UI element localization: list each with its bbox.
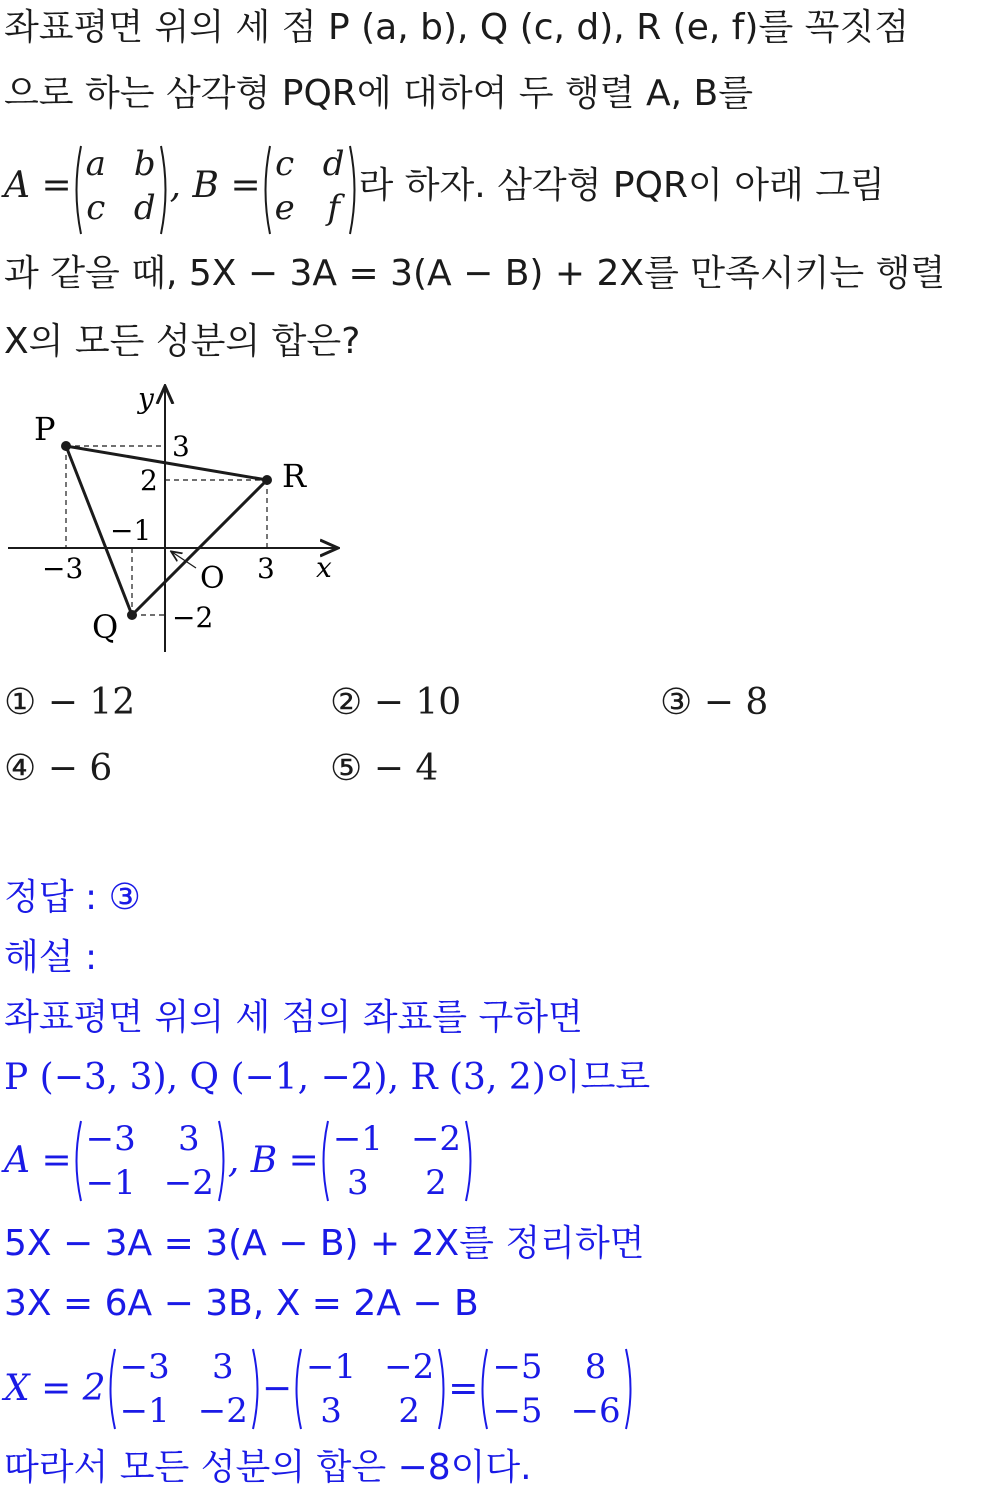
point-q (127, 610, 137, 620)
point-q-label: Q (92, 608, 119, 646)
y-axis-label: y (138, 382, 154, 415)
sol-matrix-result-cell: −5 (492, 1391, 543, 1431)
problem-line-3 (4, 136, 885, 236)
origin-label: O (200, 561, 225, 596)
sol-matrix-2-cell: 3 (320, 1391, 342, 1431)
matrix-b-label: , B = (169, 165, 261, 206)
tick-y-neg2: −2 (172, 601, 214, 634)
problem-line-2: 으로 하는 삼각형 PQR에 대하여 두 행렬 A, B를 (4, 73, 754, 114)
problem-line-4: 과 같을 때, 5X − 3A = 3(A − B) + 2X를 만족시키는 행렬 (4, 253, 946, 294)
solution-line-1: 좌표평면 위의 세 점의 좌표를 구하면 (4, 997, 583, 1038)
tick-x-3: 3 (257, 552, 275, 585)
sol-matrix-2-cell: −1 (306, 1347, 357, 1387)
sol-minus-sign: − (261, 1368, 293, 1409)
problem-line-3-suffix: 라 하자. 삼각형 PQR이 아래 그림 (358, 165, 885, 206)
sol-matrix-b-cell: −2 (410, 1119, 462, 1159)
tick-y-2: 2 (140, 464, 158, 497)
point-p-label: P (34, 410, 56, 448)
sol-matrix-2-cell: 2 (398, 1391, 421, 1431)
point-r (262, 475, 272, 485)
sol-matrix-a-cell: −1 (85, 1163, 136, 1203)
matrix-a-label: A = (4, 165, 72, 206)
choice-4[interactable]: ④ − 6 (4, 748, 113, 789)
solution-line-6 (4, 1344, 635, 1434)
sol-matrix-b-cell: 3 (347, 1163, 369, 1203)
point-r-label: R (282, 457, 307, 495)
sol-matrix-b (319, 1117, 475, 1205)
solution-line-5: 3X = 6A − 3B, X = 2A − B (4, 1283, 479, 1324)
sol-a-label: A = (4, 1140, 72, 1181)
triangle-pqr (66, 446, 267, 615)
x-axis-label: x (316, 551, 332, 584)
sol-matrix-result-cell: 8 (584, 1347, 607, 1387)
choice-5[interactable]: ⑤ − 4 (330, 748, 439, 789)
sol-matrix-a-cell: 3 (177, 1119, 200, 1159)
matrix-a-cell: a (85, 144, 106, 184)
choice-3[interactable]: ③ − 8 (660, 682, 769, 723)
tick-x-neg3: −3 (42, 552, 84, 585)
sol-matrix-result-cell: −6 (570, 1391, 621, 1431)
guide-lines (66, 446, 267, 615)
matrix-b-cell: f (327, 188, 340, 228)
tick-x-neg1: −1 (110, 514, 152, 547)
matrix-a (72, 142, 170, 230)
sol-matrix-result-cell: −5 (492, 1347, 543, 1387)
problem-line-5: X의 모든 성분의 합은? (4, 321, 361, 362)
answer-line: 정답 : ③ (4, 877, 141, 918)
sol-matrix-b-cell: −1 (332, 1119, 383, 1159)
sol-matrix-a-cell: −2 (163, 1163, 214, 1203)
choice-2[interactable]: ② − 10 (330, 682, 462, 723)
solution-line-7: 따라서 모든 성분의 합은 −8이다. (4, 1447, 532, 1488)
problem-line-1: 좌표평면 위의 세 점 P (a, b), Q (c, d), R (e, f)를 꼭짓점 (4, 7, 909, 48)
sol-matrix-1 (106, 1345, 262, 1433)
point-p (61, 441, 71, 451)
sol-matrix-b-cell: 2 (425, 1163, 447, 1203)
sol-x-label: X = 2 (4, 1368, 106, 1409)
sol-matrix-a-cell: −3 (85, 1119, 136, 1159)
sol-matrix-1-cell: −3 (119, 1347, 170, 1387)
choice-1[interactable]: ① − 12 (4, 682, 136, 723)
matrix-b-cell: e (274, 188, 295, 228)
sol-matrix-2-cell: −2 (384, 1347, 435, 1387)
sol-b-label: , B = (227, 1140, 319, 1181)
sol-matrix-a (72, 1117, 228, 1205)
matrix-b-cell: d (322, 144, 345, 184)
sol-matrix-1-cell: 3 (211, 1347, 234, 1387)
matrix-b (261, 142, 359, 230)
sol-matrix-2 (292, 1345, 448, 1433)
explanation-label: 해설 : (4, 937, 98, 978)
solution-line-4: 5X − 3A = 3(A − B) + 2X를 정리하면 (4, 1223, 645, 1264)
sol-matrix-result (478, 1345, 634, 1433)
sol-matrix-1-cell: −1 (119, 1391, 170, 1431)
tick-y-3: 3 (172, 430, 190, 463)
solution-line-2: P (−3, 3), Q (−1, −2), R (3, 2)이므로 (4, 1057, 651, 1098)
matrix-a-cell: d (133, 188, 156, 228)
solution-line-3 (4, 1116, 475, 1206)
sol-matrix-1-cell: −2 (197, 1391, 248, 1431)
sol-equals-sign: = (448, 1368, 479, 1409)
matrix-b-cell: c (275, 144, 295, 184)
matrix-a-cell: c (86, 188, 106, 228)
matrix-a-cell: b (133, 144, 156, 184)
coordinate-figure (0, 380, 360, 660)
